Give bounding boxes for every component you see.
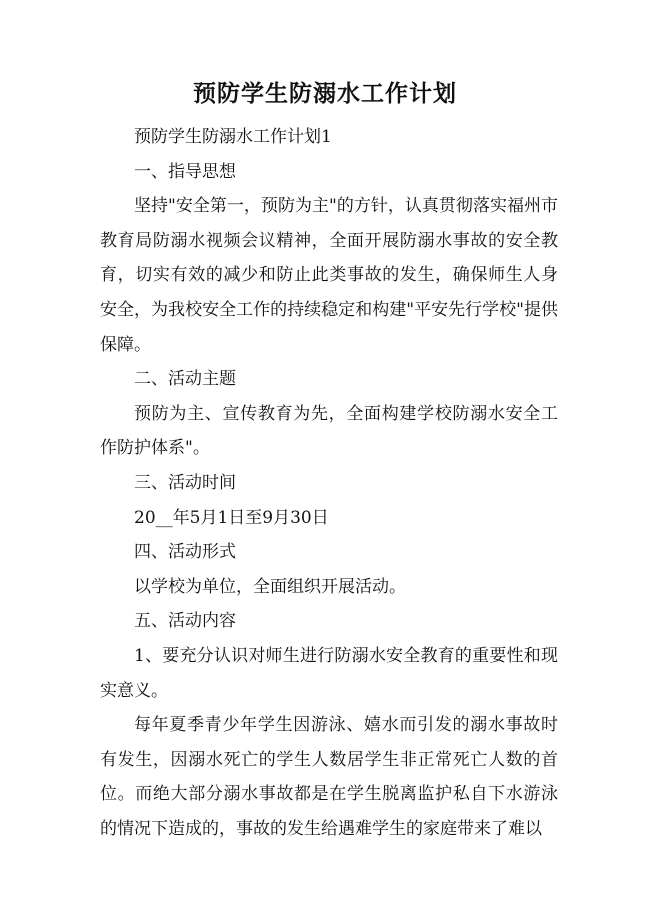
document-body [100, 120, 558, 846]
section-heading-guiding-ideology: 一、指导思想 [134, 161, 236, 182]
activity-theme-paragraph: 预防为主、宣传教育为先，全面构建学校防溺水安全工作防护体系"。 [100, 403, 558, 459]
section-heading-activity-theme: 二、活动主题 [134, 369, 236, 390]
guiding-ideology-paragraph: 坚持"安全第一，预防为主"的方针，认真贯彻落实福州市教育局防溺水视频会议精神，全面开展防溺水事故的安全教育，切实有效的减少和防止此类事故的发生，确保师生人身安全，为我校安全工作的持续稳定和构建"平安先行学校"提供保障。 [100, 196, 558, 355]
activity-time-paragraph: 20__年5月1日至9月30日 [134, 507, 329, 528]
section-heading-activity-time: 三、活动时间 [134, 472, 236, 493]
plan-subtitle: 预防学生防溺水工作计划1 [134, 127, 332, 147]
section-heading-activity-content: 五、活动内容 [134, 611, 236, 632]
activity-content-item-1: 1、要充分认识对师生进行防溺水安全教育的重要性和现实意义。 [100, 645, 558, 701]
document-title: 预防学生防溺水工作计划 [193, 81, 457, 107]
section-heading-activity-form: 四、活动形式 [134, 542, 236, 563]
drowning-background-paragraph: 每年夏季青少年学生因游泳、嬉水而引发的溺水事故时有发生，因溺水死亡的学生人数居学生非正常死亡人数的首位。而绝大部分溺水事故都是在学生脱离监护私自下水游泳的情况下造成的，事故的发生给遇难学生的家庭带来了难以 [100, 715, 558, 839]
activity-form-paragraph: 以学校为单位，全面组织开展活动。 [134, 576, 406, 597]
